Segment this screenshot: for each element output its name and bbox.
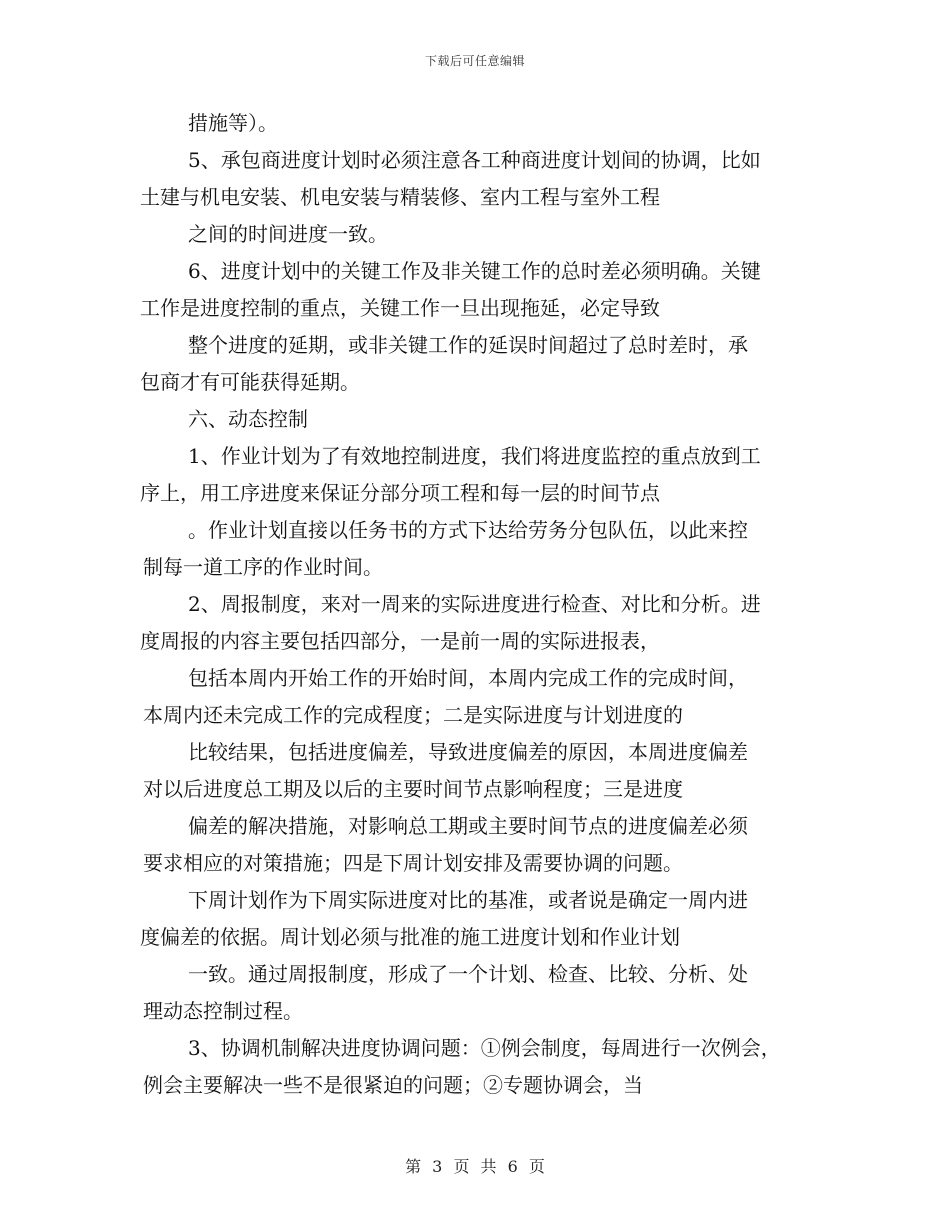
text-line: 度偏差的依据。周计划必须与批准的施工进度计划和作业计划 <box>140 925 680 949</box>
text-line: 包括本周内开始工作的开始时间，本周内完成工作的完成时间， <box>188 666 748 690</box>
text-line: 本周内还未完成工作的完成程度；二是实际进度与计划进度的 <box>143 703 683 727</box>
text-line: 偏差的解决措施，对影响总工期或主要时间节点的进度偏差必须 <box>188 814 748 838</box>
section-heading: 六、动态控制 <box>188 407 308 431</box>
page-number: 第 3 页 共 6 页 <box>405 1157 545 1176</box>
text-line: 要求相应的对策措施；四是下周计划安排及需要协调的问题。 <box>143 851 683 875</box>
text-line: 。作业计划直接以任务书的方式下达给劳务分包队伍，以此来控 <box>188 518 748 542</box>
text-line: 土建与机电安装、机电安装与精装修、室内工程与室外工程 <box>140 185 660 209</box>
page-header: 下载后可任意编辑 <box>424 54 525 68</box>
text-line: 一致。通过周报制度，形成了一个计划、检查、比较、分析、处 <box>188 962 748 986</box>
text-line: 5、承包商进度计划时必须注意各工种商进度计划间的协调，比如 <box>188 148 761 172</box>
text-line: 6、进度计划中的关键工作及非关键工作的总时差必须明确。关键 <box>188 259 761 283</box>
text-line: 制每一道工序的作业时间。 <box>143 555 383 579</box>
text-line: 工作是进度控制的重点，关键工作一旦出现拖延，必定导致 <box>140 296 660 320</box>
text-line: 1、作业计划为了有效地控制进度，我们将进度监控的重点放到工 <box>188 444 761 468</box>
text-line: 理动态控制过程。 <box>143 999 303 1023</box>
text-line: 下周计划作为下周实际进度对比的基准，或者说是确定一周内进 <box>188 888 748 912</box>
text-line: 之间的时间进度一致。 <box>188 222 388 246</box>
text-line: 3、协调机制解决进度协调问题：①例会制度，每周进行一次例会， <box>188 1036 781 1060</box>
text-line: 对以后进度总工期及以后的主要时间节点影响程度；三是进度 <box>143 777 683 801</box>
text-line: 比较结果，包括进度偏差，导致进度偏差的原因，本周进度偏差 <box>188 740 748 764</box>
text-line: 度周报的内容主要包括四部分，一是前一周的实际进报表， <box>140 629 660 653</box>
text-line: 例会主要解决一些不是很紧迫的问题；②专题协调会，当 <box>143 1073 643 1097</box>
text-line: 措施等）。 <box>188 111 278 135</box>
text-line: 2、周报制度，来对一周来的实际进度进行检查、对比和分析。进 <box>188 592 761 616</box>
text-line: 序上，用工序进度来保证分部分项工程和每一层的时间节点 <box>140 481 660 505</box>
text-line: 整个进度的延期，或非关键工作的延误时间超过了总时差时，承 <box>188 333 748 357</box>
text-line: 包商才有可能获得延期。 <box>140 370 360 394</box>
